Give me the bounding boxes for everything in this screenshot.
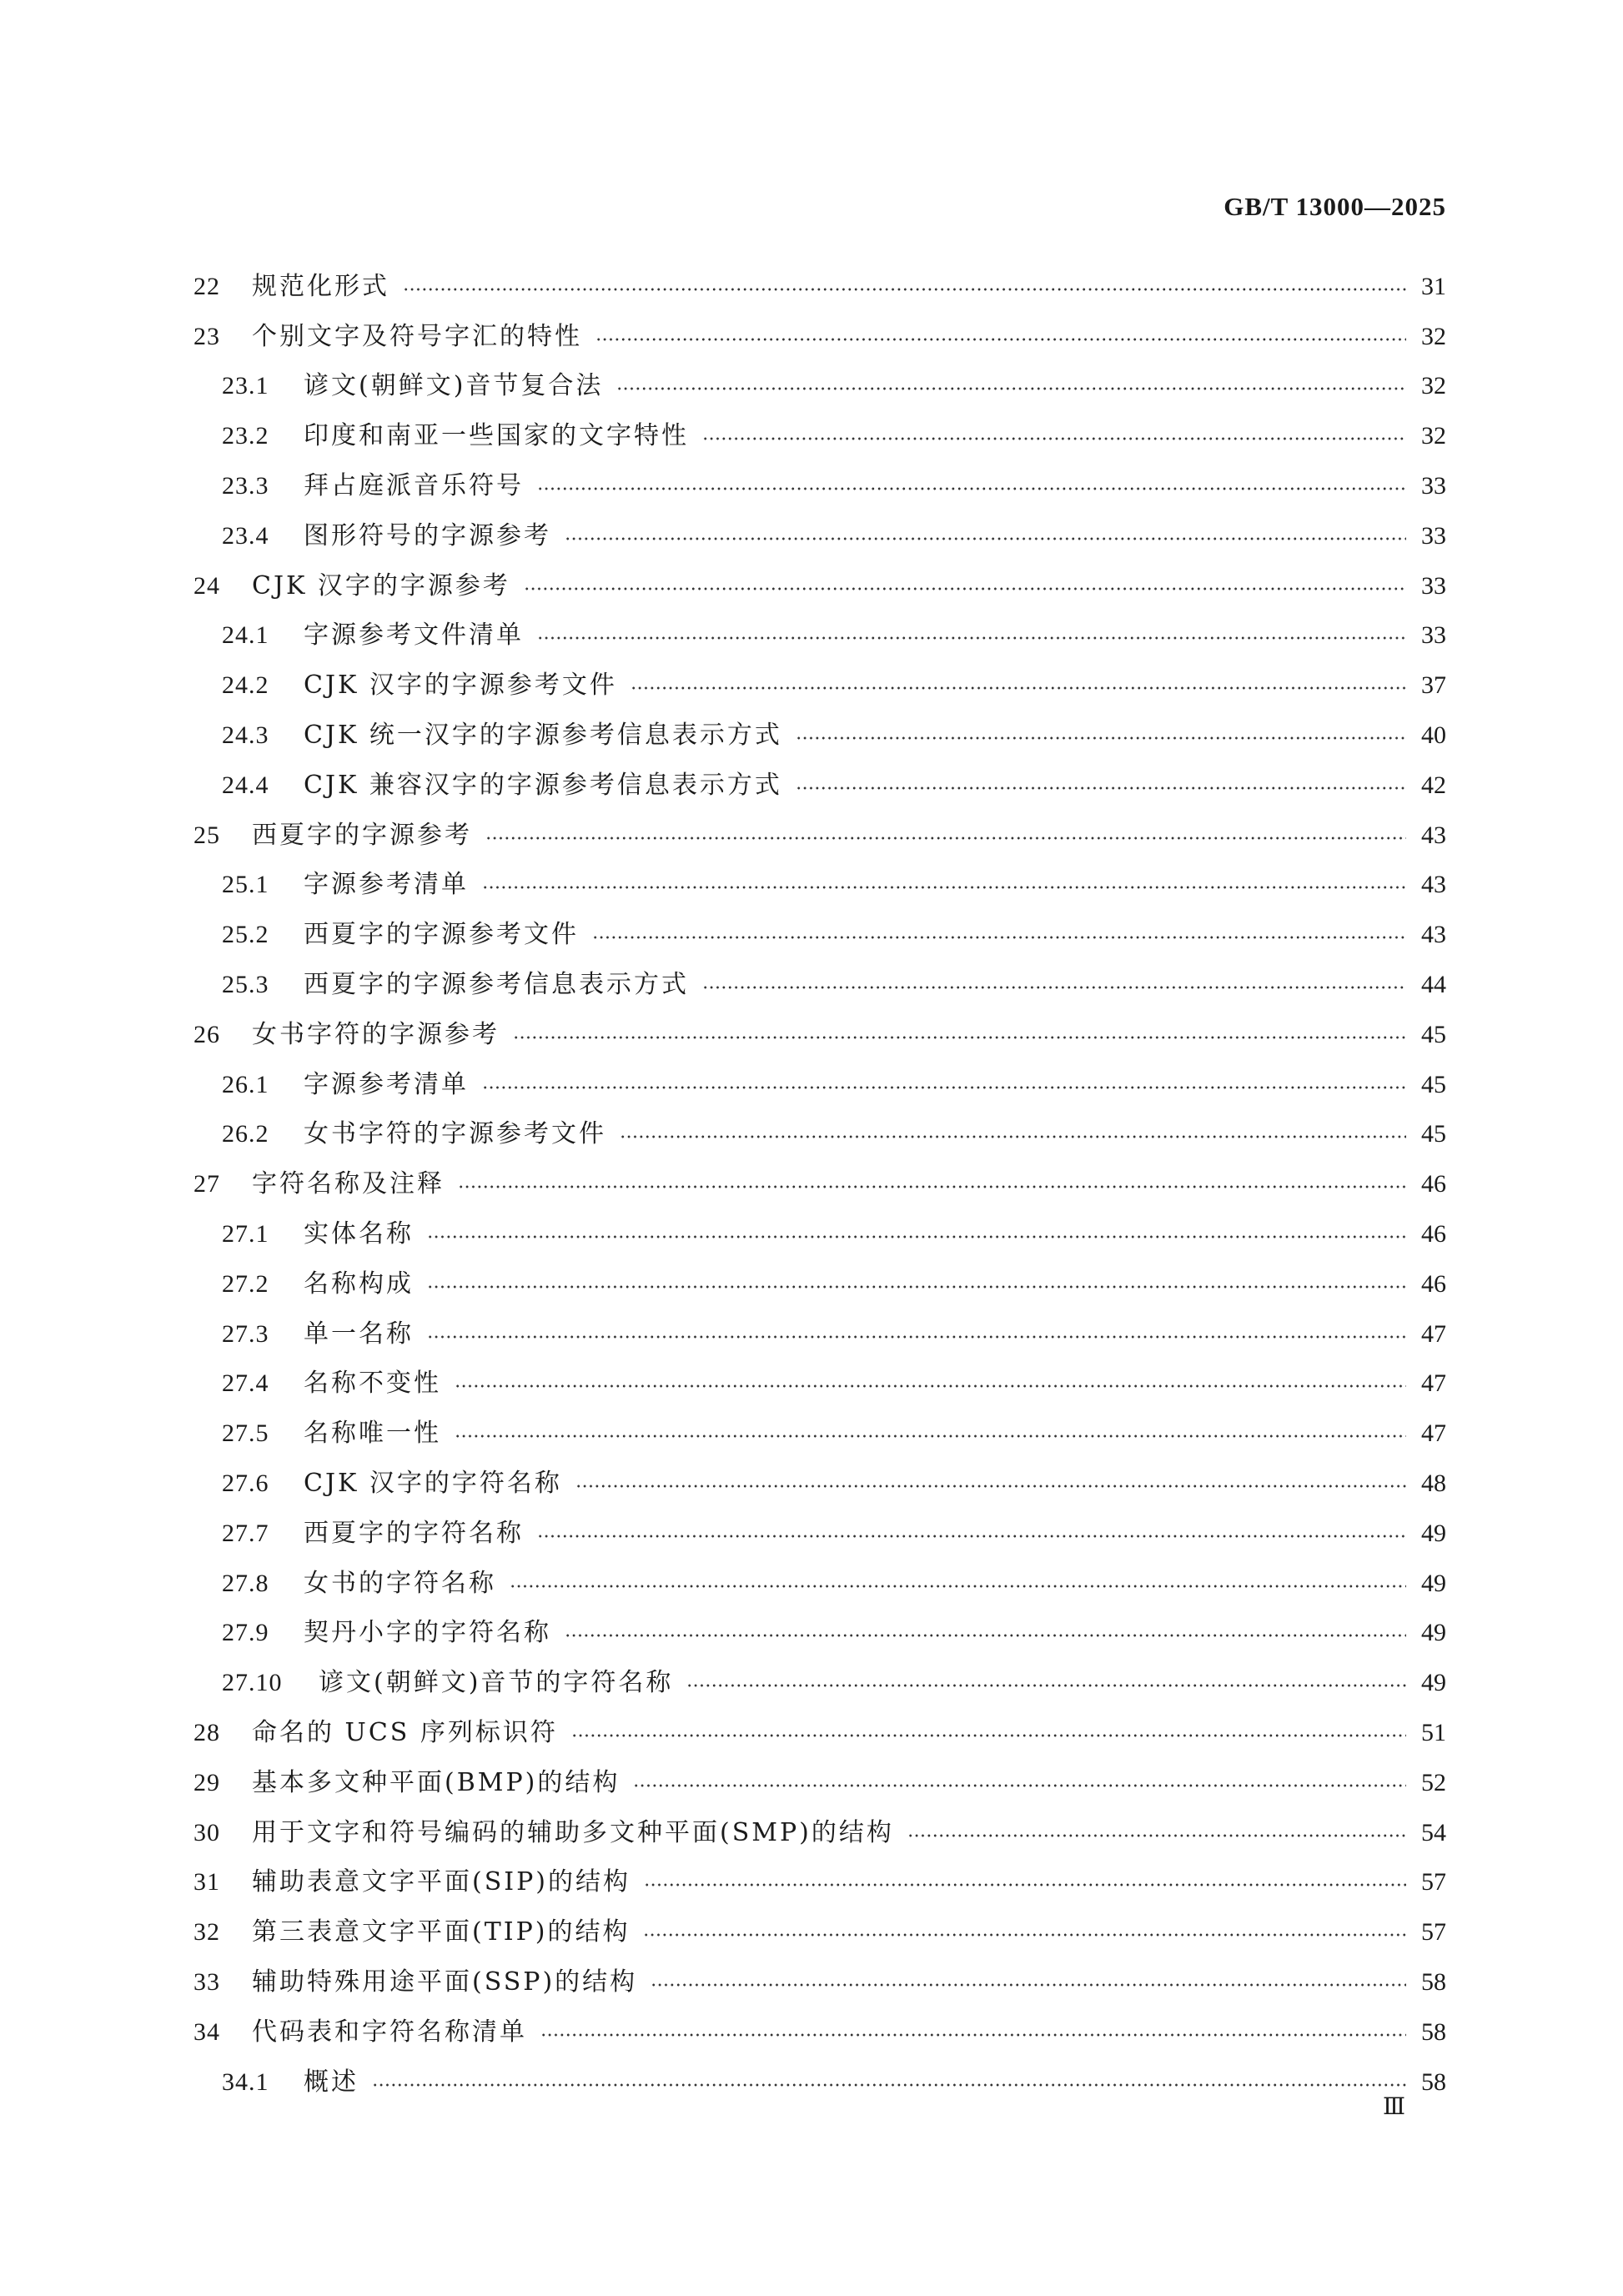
toc-entry-number: 25.1 bbox=[222, 871, 269, 899]
toc-entry[interactable] bbox=[193, 761, 1446, 811]
toc-dot-leader bbox=[458, 1185, 1406, 1188]
toc-entry-title: 图形符号的字源参考 bbox=[304, 520, 551, 550]
toc-entry-number: 27.6 bbox=[222, 1470, 269, 1498]
toc-entry[interactable] bbox=[193, 561, 1446, 611]
toc-entry-title: 辅助特殊用途平面(SSP)的结构 bbox=[252, 1967, 638, 1997]
toc-entry-number: 27 bbox=[193, 1170, 220, 1198]
toc-entry-page: 32 bbox=[1421, 372, 1446, 400]
toc-entry-number: 23.4 bbox=[222, 521, 269, 550]
toc-entry[interactable] bbox=[193, 1359, 1446, 1409]
toc-dot-leader bbox=[537, 1535, 1406, 1538]
toc-dot-leader bbox=[510, 1585, 1406, 1588]
toc-entry[interactable] bbox=[193, 1758, 1446, 1808]
toc-dot-leader bbox=[403, 288, 1406, 291]
toc-entry-title: 字源参考文件清单 bbox=[304, 620, 524, 651]
toc-entry-number: 23.2 bbox=[222, 422, 269, 450]
toc-entry-number: 32 bbox=[193, 1918, 220, 1947]
toc-entry[interactable] bbox=[193, 1559, 1446, 1609]
toc-entry-title: 概述 bbox=[304, 2067, 359, 2097]
toc-entry-number: 23.3 bbox=[222, 472, 269, 500]
toc-dot-leader bbox=[592, 936, 1406, 939]
toc-dot-leader bbox=[427, 1235, 1406, 1238]
toc-entry-number: 27.2 bbox=[222, 1269, 269, 1298]
toc-entry-number: 25.3 bbox=[222, 971, 269, 999]
toc-entry-number: 24.3 bbox=[222, 721, 269, 750]
toc-entry[interactable] bbox=[193, 910, 1446, 960]
toc-entry[interactable] bbox=[193, 960, 1446, 1010]
toc-entry[interactable] bbox=[193, 1010, 1446, 1060]
toc-entry-page: 32 bbox=[1421, 322, 1446, 350]
toc-entry-number: 27.3 bbox=[222, 1319, 269, 1348]
toc-entry-number: 34 bbox=[193, 2017, 220, 2046]
toc-entry-title: 谚文(朝鲜文)音节复合法 bbox=[304, 371, 604, 401]
toc-dot-leader bbox=[537, 487, 1406, 490]
toc-entry[interactable] bbox=[193, 1658, 1446, 1708]
toc-dot-leader bbox=[595, 338, 1406, 341]
toc-dot-leader bbox=[796, 736, 1406, 740]
toc-entry-number: 26.2 bbox=[222, 1120, 269, 1148]
toc-entry-page: 46 bbox=[1421, 1269, 1446, 1298]
toc-entry-page: 45 bbox=[1421, 1120, 1446, 1148]
toc-entry[interactable] bbox=[193, 1159, 1446, 1209]
toc-entry-title: 辅助表意文字平面(SIP)的结构 bbox=[252, 1867, 631, 1897]
toc-entry[interactable] bbox=[193, 861, 1446, 911]
toc-dot-leader bbox=[686, 1684, 1406, 1687]
page-number: Ⅲ bbox=[1382, 2094, 1404, 2120]
toc-entry-number: 24.4 bbox=[222, 771, 269, 799]
toc-entry[interactable] bbox=[193, 2007, 1446, 2057]
toc-dot-leader bbox=[455, 1434, 1406, 1438]
toc-entry[interactable] bbox=[193, 711, 1446, 761]
toc-entry[interactable] bbox=[193, 1708, 1446, 1758]
toc-entry-number: 27.8 bbox=[222, 1569, 269, 1597]
toc-dot-leader bbox=[565, 1634, 1406, 1637]
toc-dot-leader bbox=[643, 1933, 1406, 1937]
toc-entry[interactable] bbox=[193, 661, 1446, 711]
toc-entry[interactable] bbox=[193, 1509, 1446, 1559]
document-code-header: GB/T 13000—2025 bbox=[1224, 192, 1446, 221]
toc-entry-page: 45 bbox=[1421, 1020, 1446, 1048]
toc-entry[interactable] bbox=[193, 461, 1446, 511]
toc-entry-title: CJK 汉字的字符名称 bbox=[304, 1469, 562, 1499]
toc-entry-page: 43 bbox=[1421, 871, 1446, 899]
toc-entry-number: 26.1 bbox=[222, 1070, 269, 1098]
toc-entry-title: 字源参考清单 bbox=[304, 870, 469, 900]
toc-entry-title: 西夏字的字源参考文件 bbox=[304, 920, 579, 950]
toc-entry-page: 49 bbox=[1421, 1569, 1446, 1597]
toc-dot-leader bbox=[372, 2083, 1406, 2087]
toc-entry-title: CJK 汉字的字源参考 bbox=[252, 570, 510, 600]
toc-entry[interactable] bbox=[193, 1259, 1446, 1309]
toc-entry-number: 24 bbox=[193, 571, 220, 600]
toc-dot-leader bbox=[651, 1983, 1406, 1987]
toc-entry-title: 字源参考清单 bbox=[304, 1069, 469, 1099]
toc-entry[interactable] bbox=[193, 1209, 1446, 1259]
toc-entry-page: 37 bbox=[1421, 671, 1446, 700]
toc-entry-number: 25.2 bbox=[222, 921, 269, 949]
table-of-contents bbox=[193, 262, 1446, 2107]
toc-entry-number: 24.2 bbox=[222, 671, 269, 700]
toc-entry-title: 代码表和字符名称清单 bbox=[252, 2017, 527, 2047]
toc-entry-number: 33 bbox=[193, 1967, 220, 1996]
toc-entry-number: 27.4 bbox=[222, 1369, 269, 1398]
toc-dot-leader bbox=[485, 837, 1406, 840]
toc-entry[interactable] bbox=[193, 1858, 1446, 1908]
toc-entry-title: 女书字符的字源参考 bbox=[252, 1019, 500, 1049]
toc-dot-leader bbox=[620, 1135, 1406, 1138]
toc-entry-title: 基本多文种平面(BMP)的结构 bbox=[252, 1767, 621, 1797]
toc-entry-number: 23.1 bbox=[222, 372, 269, 400]
toc-entry-title: 女书字符的字源参考文件 bbox=[304, 1119, 606, 1149]
toc-dot-leader bbox=[702, 986, 1406, 989]
toc-entry-number: 27.5 bbox=[222, 1419, 269, 1448]
toc-entry[interactable] bbox=[193, 1409, 1446, 1459]
toc-entry-number: 27.10 bbox=[222, 1669, 283, 1697]
toc-dot-leader bbox=[575, 1485, 1406, 1488]
toc-entry-page: 42 bbox=[1421, 771, 1446, 799]
toc-entry-page: 47 bbox=[1421, 1319, 1446, 1348]
toc-entry[interactable] bbox=[193, 1907, 1446, 1957]
toc-entry-title: 西夏字的字符名称 bbox=[304, 1518, 524, 1548]
toc-entry-page: 46 bbox=[1421, 1170, 1446, 1198]
toc-entry-number: 27.9 bbox=[222, 1619, 269, 1647]
toc-dot-leader bbox=[427, 1285, 1406, 1289]
toc-entry-number: 27.1 bbox=[222, 1220, 269, 1248]
toc-entry[interactable] bbox=[193, 1060, 1446, 1110]
toc-entry-page: 58 bbox=[1421, 2017, 1446, 2046]
toc-entry[interactable] bbox=[193, 1309, 1446, 1359]
toc-entry-title: 名称构成 bbox=[304, 1269, 414, 1299]
toc-entry-number: 26 bbox=[193, 1020, 220, 1048]
toc-entry-page: 33 bbox=[1421, 472, 1446, 500]
toc-entry[interactable] bbox=[193, 312, 1446, 362]
toc-entry-title: 命名的 UCS 序列标识符 bbox=[252, 1718, 558, 1747]
toc-entry-page: 44 bbox=[1421, 971, 1446, 999]
toc-entry-number: 27.7 bbox=[222, 1519, 269, 1547]
toc-entry-number: 29 bbox=[193, 1768, 220, 1796]
toc-entry[interactable] bbox=[193, 1609, 1446, 1659]
toc-entry-page: 49 bbox=[1421, 1669, 1446, 1697]
toc-entry-page: 45 bbox=[1421, 1070, 1446, 1098]
toc-entry-title: 名称不变性 bbox=[304, 1369, 441, 1399]
toc-entry[interactable] bbox=[193, 2057, 1446, 2108]
toc-entry-page: 57 bbox=[1421, 1868, 1446, 1897]
toc-entry-title: CJK 兼容汉字的字源参考信息表示方式 bbox=[304, 770, 782, 800]
toc-entry-page: 31 bbox=[1421, 272, 1446, 300]
toc-entry-page: 51 bbox=[1421, 1719, 1446, 1746]
toc-dot-leader bbox=[907, 1834, 1406, 1837]
toc-entry[interactable] bbox=[193, 1957, 1446, 2007]
toc-entry-title: 谚文(朝鲜文)音节的字符名称 bbox=[319, 1668, 674, 1698]
toc-entry-page: 33 bbox=[1421, 521, 1446, 550]
toc-entry-page: 33 bbox=[1421, 621, 1446, 650]
toc-entry-page: 33 bbox=[1421, 571, 1446, 600]
toc-entry-page: 54 bbox=[1421, 1818, 1446, 1846]
toc-entry-title: 字符名称及注释 bbox=[252, 1169, 445, 1199]
toc-entry-title: 个别文字及符号字汇的特性 bbox=[252, 321, 582, 351]
toc-entry-title: 用于文字和符号编码的辅助多文种平面(SMP)的结构 bbox=[252, 1817, 894, 1847]
toc-entry[interactable] bbox=[193, 1808, 1446, 1858]
toc-entry-page: 58 bbox=[1421, 1967, 1446, 1996]
toc-entry-number: 34.1 bbox=[222, 2067, 269, 2096]
toc-entry-number: 25 bbox=[193, 821, 220, 849]
toc-dot-leader bbox=[565, 537, 1406, 540]
toc-entry-title: CJK 汉字的字源参考文件 bbox=[304, 671, 617, 701]
toc-dot-leader bbox=[633, 1784, 1406, 1787]
toc-entry[interactable] bbox=[193, 1459, 1446, 1509]
toc-entry[interactable] bbox=[193, 511, 1446, 561]
toc-dot-leader bbox=[513, 1036, 1406, 1039]
toc-entry[interactable] bbox=[193, 1110, 1446, 1160]
toc-dot-leader bbox=[571, 1734, 1406, 1737]
toc-dot-leader bbox=[524, 587, 1406, 590]
toc-entry-page: 40 bbox=[1421, 721, 1446, 750]
toc-dot-leader bbox=[537, 636, 1406, 640]
toc-entry-number: 30 bbox=[193, 1818, 220, 1846]
toc-entry-page: 46 bbox=[1421, 1220, 1446, 1248]
toc-entry-title: 名称唯一性 bbox=[304, 1419, 441, 1449]
toc-entry-title: 规范化形式 bbox=[252, 271, 389, 301]
toc-entry-page: 32 bbox=[1421, 422, 1446, 450]
toc-entry-title: 实体名称 bbox=[304, 1219, 414, 1249]
toc-entry-page: 57 bbox=[1421, 1918, 1446, 1947]
toc-entry-title: 拜占庭派音乐符号 bbox=[304, 471, 524, 501]
toc-dot-leader bbox=[455, 1384, 1406, 1388]
toc-entry-title: 印度和南亚一些国家的文字特性 bbox=[304, 421, 689, 451]
toc-dot-leader bbox=[631, 686, 1406, 690]
toc-entry-title: 单一名称 bbox=[304, 1319, 414, 1349]
toc-entry[interactable] bbox=[193, 611, 1446, 661]
toc-dot-leader bbox=[482, 1086, 1406, 1089]
toc-entry-page: 47 bbox=[1421, 1369, 1446, 1398]
toc-entry-page: 49 bbox=[1421, 1519, 1446, 1547]
toc-entry-title: 西夏字的字源参考 bbox=[252, 820, 472, 850]
toc-entry-number: 23 bbox=[193, 322, 220, 350]
toc-entry-number: 24.1 bbox=[222, 621, 269, 650]
toc-dot-leader bbox=[644, 1883, 1406, 1887]
toc-entry[interactable] bbox=[193, 362, 1446, 412]
toc-dot-leader bbox=[796, 786, 1406, 790]
toc-entry-title: 契丹小字的字符名称 bbox=[304, 1618, 551, 1648]
toc-entry-title: 西夏字的字源参考信息表示方式 bbox=[304, 970, 689, 1000]
toc-entry-title: 第三表意文字平面(TIP)的结构 bbox=[252, 1917, 631, 1947]
toc-entry-page: 52 bbox=[1421, 1768, 1446, 1796]
toc-dot-leader bbox=[702, 437, 1406, 440]
toc-entry[interactable] bbox=[193, 411, 1446, 461]
toc-entry-number: 28 bbox=[193, 1719, 220, 1746]
toc-entry-page: 43 bbox=[1421, 921, 1446, 949]
toc-entry-page: 47 bbox=[1421, 1419, 1446, 1448]
toc-entry[interactable] bbox=[193, 811, 1446, 861]
toc-entry-number: 31 bbox=[193, 1868, 220, 1897]
toc-dot-leader bbox=[482, 886, 1406, 889]
toc-entry-number: 22 bbox=[193, 272, 220, 300]
toc-dot-leader bbox=[540, 2033, 1406, 2037]
toc-entry-page: 43 bbox=[1421, 821, 1446, 849]
toc-entry-page: 58 bbox=[1421, 2067, 1446, 2096]
toc-entry-page: 49 bbox=[1421, 1619, 1446, 1647]
toc-entry-title: 女书的字符名称 bbox=[304, 1568, 496, 1598]
toc-entry-page: 48 bbox=[1421, 1470, 1446, 1498]
toc-entry[interactable] bbox=[193, 262, 1446, 312]
toc-entry-title: CJK 统一汉字的字源参考信息表示方式 bbox=[304, 721, 782, 751]
toc-dot-leader bbox=[427, 1335, 1406, 1339]
toc-dot-leader bbox=[616, 387, 1406, 390]
